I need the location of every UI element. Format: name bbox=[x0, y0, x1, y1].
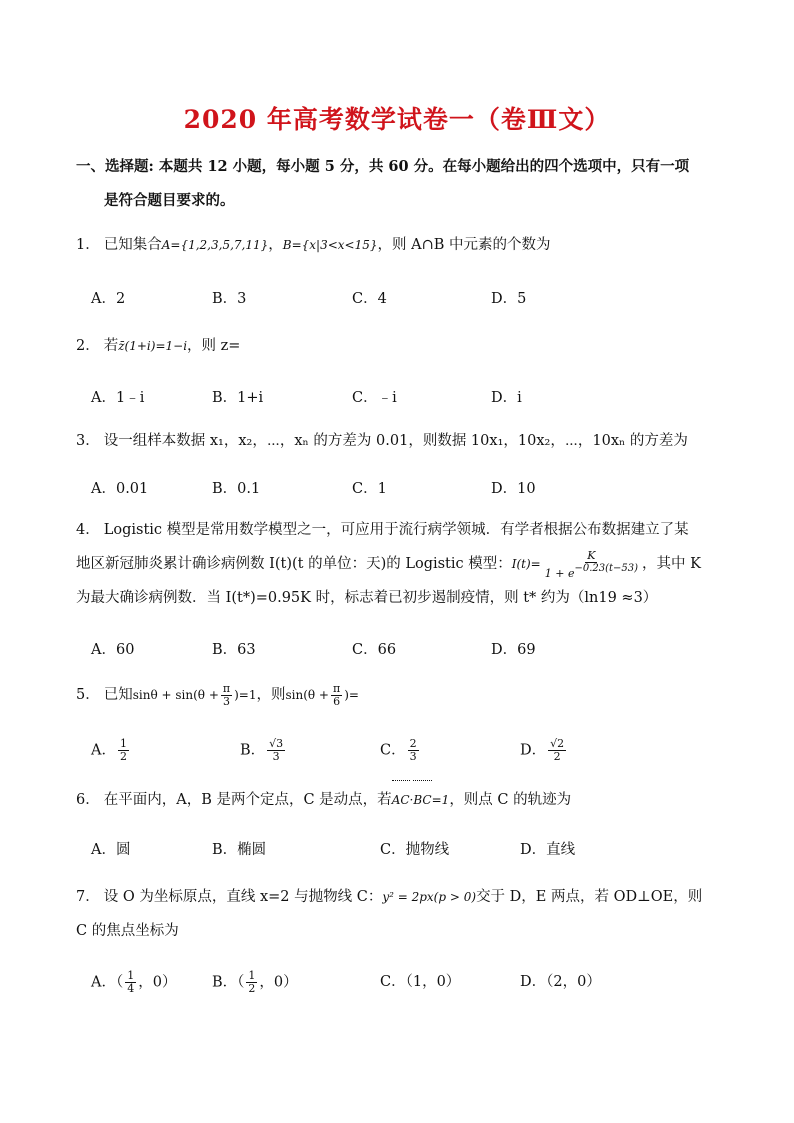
option-b[interactable]: B． $\frac{√3}{3}$ bbox=[240, 737, 284, 763]
set-b-expr: B={x|3<x<15} bbox=[282, 238, 378, 252]
section-heading-line2: 是符合题目要求的。 bbox=[104, 192, 235, 209]
trig-expr-2: sin(θ + $\frac{\pi}{6}$ )= bbox=[285, 682, 359, 708]
option-a[interactable]: A．0.01 bbox=[91, 481, 149, 497]
question-3-text: 设一组样本数据 x₁，x₂，⋯，xₙ 的方差为 0.01，则数据 10x₁，10x₂，⋯，10xₙ 的方差为 bbox=[103, 433, 688, 449]
trig-expr-1: sinθ + sin(θ + $\frac{\pi}{3}$ )=1 bbox=[132, 682, 257, 708]
question-2: 2． 若z̄(1+i)=1−i，则 z= bbox=[76, 338, 241, 354]
question-7-options bbox=[91, 970, 731, 1000]
section-heading-line1: 一、选择题: 本题共 12 小题，每小题 5 分，共 60 分。在每小题给出的四个选项中，只有一项 bbox=[76, 158, 690, 175]
set-a-expr: A={1,2,3,5,7,11} bbox=[161, 238, 269, 252]
option-b[interactable]: B．63 bbox=[212, 642, 256, 658]
section-heading bbox=[76, 150, 736, 218]
option-a[interactable]: A．60 bbox=[91, 642, 135, 658]
question-3-options bbox=[91, 477, 731, 507]
option-d[interactable]: D．（2，0） bbox=[520, 974, 601, 990]
option-d[interactable]: D．10 bbox=[491, 481, 536, 497]
option-c[interactable]: C．（1，0） bbox=[380, 974, 461, 990]
page-title: 2020 年高考数学试卷一（卷Ⅲ文） bbox=[183, 105, 611, 134]
question-4-options bbox=[91, 638, 731, 668]
question-6: 6． 在平面内，A，B 是两个定点，C 是动点，若AC·BC=1，则点 C 的轨迹为 bbox=[76, 783, 736, 817]
option-a[interactable]: A． $\frac{1}{2}$ bbox=[91, 737, 127, 763]
option-d[interactable]: D．直线 bbox=[520, 842, 576, 858]
option-b[interactable]: B．1+i bbox=[212, 390, 264, 406]
question-6-options bbox=[91, 838, 731, 868]
question-1: 1． 已知集合A={1,2,3,5,7,11}，B={x|3<x<15}，则 A∩B 中元素的个数为 bbox=[76, 237, 551, 253]
option-b[interactable]: B．（ $\frac{1}{2}$ ，0） bbox=[212, 969, 298, 995]
question-5: 5． 已知sinθ + sin(θ + $\frac{\pi}{3}$ )=1，则sin(θ + $\frac{\pi}{6}$ )= bbox=[76, 682, 359, 708]
option-b[interactable]: B．椭圆 bbox=[212, 842, 267, 858]
option-c[interactable]: C． $\frac{2}{3}$ bbox=[380, 737, 417, 763]
logistic-formula: I(t)= $\frac{K}{1 + e-0.23(t-53)}$ bbox=[511, 548, 639, 580]
option-c[interactable]: C．抛物线 bbox=[380, 842, 450, 858]
option-d[interactable]: D．5 bbox=[491, 291, 527, 307]
option-b[interactable]: B．3 bbox=[212, 291, 247, 307]
option-a[interactable]: A．2 bbox=[91, 291, 126, 307]
option-a[interactable]: A．圆 bbox=[91, 842, 131, 858]
option-b[interactable]: B．0.1 bbox=[212, 481, 261, 497]
option-c[interactable]: C．1 bbox=[352, 481, 387, 497]
question-2-options bbox=[91, 386, 731, 416]
question-4: 4． Logistic 模型是常用数学模型之一，可应用于流行病学领城．有学者根据公布数据建立了某 地区新冠肺炎累计确诊病例数 I(t)(t 的单位：天)的 Logistic 模型：I(t)= $\frac{K}{1 + e-0.23(t-53)}$ ，其中 K 为最大确诊病例数．当 I(t*)=0.95K 时，标志着已初步遏制疫情，则 t* 约为（ln19 ≈3） bbox=[76, 522, 701, 606]
option-c[interactable]: C．66 bbox=[352, 642, 397, 658]
option-a[interactable]: A．1﹣i bbox=[91, 390, 145, 406]
parabola-expr: y² = 2px(p > 0) bbox=[382, 890, 477, 904]
option-c[interactable]: C．﹣i bbox=[352, 390, 397, 406]
option-d[interactable]: D． $\frac{√2}{2}$ bbox=[520, 737, 565, 763]
conjugate-expr: z̄(1+i)=1−i bbox=[118, 339, 188, 353]
question-7: 7． 设 O 为坐标原点，直线 x=2 与抛物线 C：y² = 2px(p > 0)交于 D，E 两点，若 OD⊥OE，则 C 的焦点坐标为 bbox=[76, 889, 703, 939]
option-d[interactable]: D．69 bbox=[491, 642, 536, 658]
vector-dot-expr: AC·BC=1 bbox=[392, 793, 450, 807]
option-d[interactable]: D．i bbox=[491, 390, 522, 406]
option-c[interactable]: C．4 bbox=[352, 291, 387, 307]
question-1-options bbox=[91, 287, 731, 317]
question-5-options bbox=[91, 738, 731, 768]
option-a[interactable]: A．（ $\frac{1}{4}$ ，0） bbox=[91, 969, 177, 995]
question-3: 3． 设一组样本数据 x₁，x₂，⋯，xₙ 的方差为 0.01，则数据 10x₁，10x₂，⋯，10xₙ 的方差为 bbox=[76, 433, 688, 449]
